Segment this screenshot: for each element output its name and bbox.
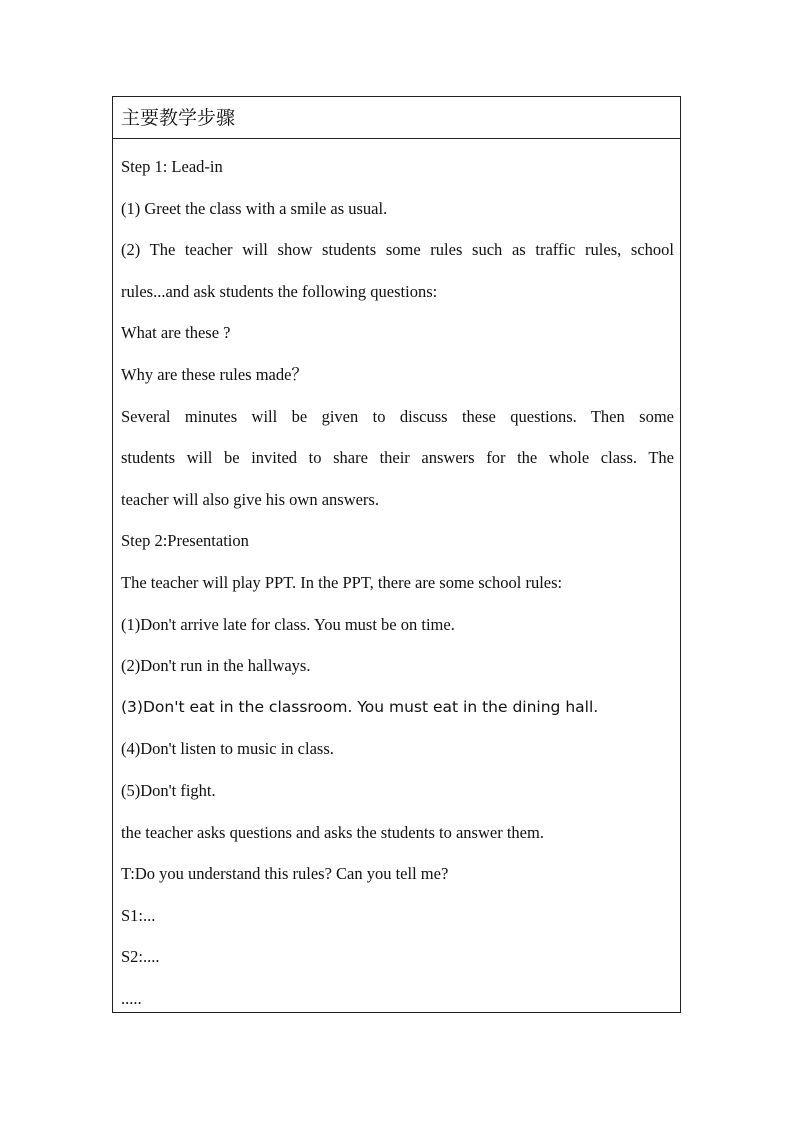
- rule-item: (5)Don't fight.: [121, 780, 216, 800]
- dialogue-line: .....: [121, 988, 142, 1008]
- rule-item: (1)Don't arrive late for class. You must be on time.: [121, 614, 455, 634]
- step-heading: Step 2:Presentation: [121, 531, 249, 551]
- steps-content: [113, 139, 680, 1019]
- question-line: What are these ?: [121, 323, 231, 343]
- step-heading: Step 1: Lead-in: [121, 157, 223, 176]
- dialogue-line: S2:....: [121, 947, 160, 967]
- paragraph-line: (1) Greet the class with a smile as usual.: [121, 198, 388, 218]
- lesson-steps-table: [112, 96, 681, 1013]
- paragraph-line: the teacher asks questions and asks the students to answer them.: [121, 822, 544, 842]
- section-title: 主要教学步骤: [113, 97, 680, 139]
- paragraph-line: teacher will also give his own answers.: [121, 489, 379, 509]
- question-line: Why are these rules made？: [121, 364, 308, 384]
- paragraph-line: The teacher will play PPT. In the PPT, there are some school rules:: [121, 572, 563, 592]
- dialogue-line: T:Do you understand this rules? Can you tell me?: [121, 864, 449, 884]
- paragraph-line: (2) The teacher will show students some rules such as traffic rules, school: [121, 240, 674, 260]
- rule-item: (3)Don't eat in the classroom. You must eat in the dining hall.: [121, 697, 599, 716]
- dialogue-line: S1:...: [121, 905, 156, 925]
- paragraph-line: students will be invited to share their answers for the whole class. The: [121, 448, 674, 468]
- rule-item: (4)Don't listen to music in class.: [121, 739, 334, 759]
- paragraph-line: Several minutes will be given to discuss these questions. Then some: [121, 406, 674, 426]
- paragraph-line: rules...and ask students the following questions:: [121, 281, 438, 301]
- rule-item: (2)Don't run in the hallways.: [121, 656, 311, 676]
